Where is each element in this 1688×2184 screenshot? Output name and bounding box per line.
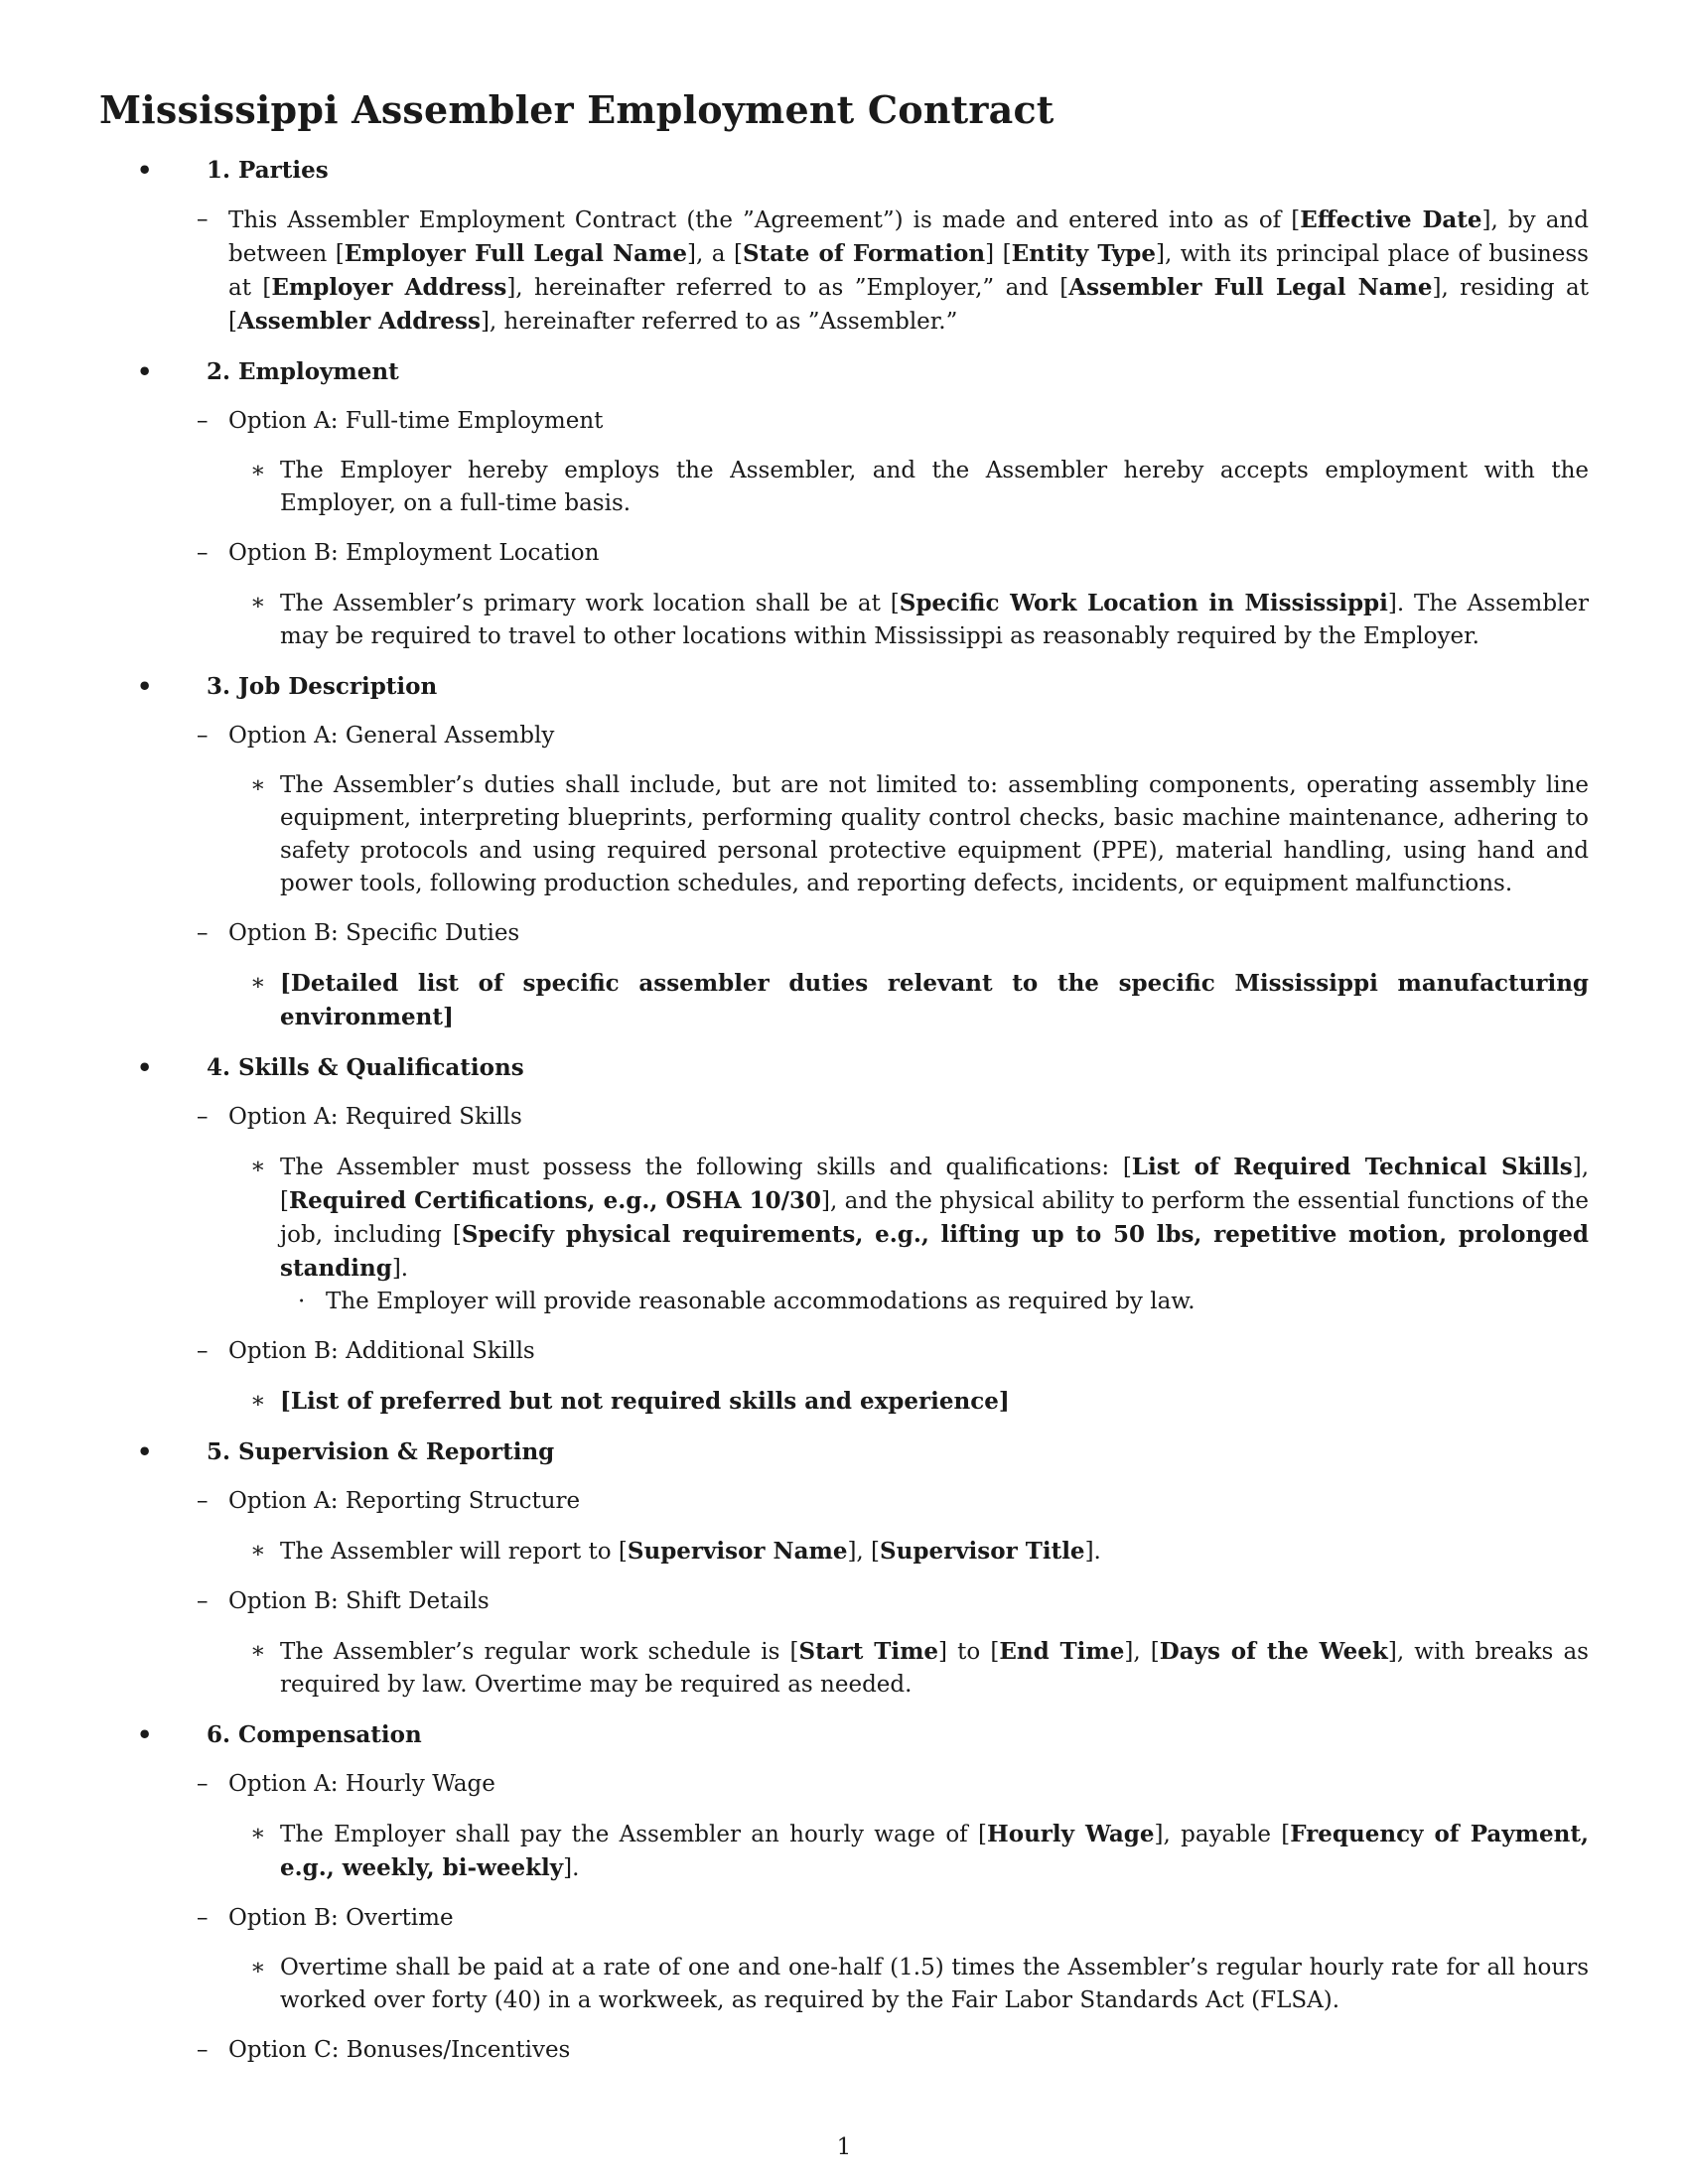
placeholder-state-of-formation: State of Formation — [742, 240, 986, 267]
sub-item: · The Employer will provide reasonable accommodations as required by law. — [298, 1289, 1196, 1314]
placeholder-effective-date: Effective Date — [1300, 206, 1482, 233]
section-heading: • 4. Skills & Qualifications — [137, 1053, 524, 1082]
page-number: 1 — [836, 2134, 852, 2160]
placeholder-supervisor-title: Supervisor Title — [880, 1538, 1085, 1565]
option-text: ∗ [Detailed list of specific assembler duties relevant to the specific Mississippi manufacturing environment] — [250, 970, 1589, 1030]
placeholder-payment-frequency: Frequency of Payment, e.g., weekly, bi-weekly — [280, 1821, 1589, 1881]
section-heading: • 1. Parties — [137, 156, 329, 185]
contract-page — [99, 87, 1589, 2084]
option-text: ∗ The Employer hereby employs the Assembler, and the Assembler hereby accepts employment with the Employer, on a full-time basis. — [250, 458, 1589, 516]
section-heading: • 6. Compensation — [137, 1720, 422, 1749]
section-job-description — [99, 670, 1589, 1034]
placeholder-employer-name: Employer Full Legal Name — [344, 240, 687, 267]
section-heading: • 2. Employment — [137, 357, 399, 386]
parties-paragraph: – This Assembler Employment Contract (the ”Agreement”) is made and entered into as of [Effective Date], by and between [Employer Full Legal Name], a [State of Formation] [Entity Type], with its principal place of business at [Employer Address], hereinafter referred to as ”Employer,” and [Assembler Full Legal Name], residing at [Assembler Address], hereinafter referred to as ”Assembler.” — [197, 206, 1589, 335]
placeholder-specific-duties: [Detailed list of specific assembler duties relevant to the specific Mississippi manufacturing environment] — [280, 970, 1589, 1030]
document-title: Mississippi Assembler Employment Contract — [99, 87, 1055, 132]
placeholder-hourly-wage: Hourly Wage — [987, 1821, 1155, 1847]
option-text: ∗ The Employer shall pay the Assembler an hourly wage of [Hourly Wage], payable [Frequency of Payment, e.g., weekly, bi-weekly]. — [250, 1821, 1589, 1881]
option-text: ∗ Overtime shall be paid at a rate of one and one-half (1.5) times the Assembler’s regular hourly rate for all hours worked over forty (40) in a workweek, as required by the Fair Labor Standards Act (FLSA). — [250, 1955, 1589, 2013]
option-heading: – Option B: Shift Details — [197, 1588, 490, 1614]
option-heading: – Option B: Employment Location — [197, 540, 600, 566]
placeholder-start-time: Start Time — [798, 1638, 939, 1665]
option-heading: – Option A: General Assembly — [197, 723, 555, 749]
option-heading: – Option A: Hourly Wage — [197, 1771, 495, 1797]
placeholder-work-location: Specific Work Location in Mississippi — [899, 590, 1388, 616]
placeholder-certifications: Required Certifications, e.g., OSHA 10/30 — [288, 1187, 822, 1214]
placeholder-entity-type: Entity Type — [1011, 240, 1157, 267]
option-text: ∗ The Assembler’s duties shall include, but are not limited to: assembling components, operating assembly line equipment, interpreting blueprints, performing quality control checks, basic machine maintenance, adhering to safety protocols and using required personal protective equipment (PPE), material handling, using hand and power tools, following production schedules, and reporting defects, incidents, or equipment malfunctions. — [250, 772, 1589, 896]
option-text: ∗ The Assembler’s regular work schedule is [Start Time] to [End Time], [Days of the Week], with breaks as required by law. Overtime may be required as needed. — [250, 1638, 1589, 1698]
option-heading: – Option A: Required Skills — [197, 1104, 522, 1130]
option-heading: – Option B: Specific Duties — [197, 920, 520, 946]
option-heading: – Option C: Bonuses/Incentives — [197, 2037, 571, 2063]
placeholder-end-time: End Time — [999, 1638, 1125, 1665]
placeholder-assembler-address: Assembler Address — [236, 308, 481, 335]
option-heading: – Option B: Overtime — [197, 1905, 454, 1931]
option-heading: – Option A: Full-time Employment — [197, 408, 604, 434]
option-heading: – Option A: Reporting Structure — [197, 1488, 581, 1514]
section-compensation — [99, 1718, 1589, 2067]
section-employment — [99, 355, 1589, 653]
placeholder-physical-requirements: Specify physical requirements, e.g., lifting up to 50 lbs, repetitive motion, prolonged standing — [280, 1221, 1589, 1282]
placeholder-employer-address: Employer Address — [271, 274, 507, 301]
option-text: ∗ The Assembler must possess the following skills and qualifications: [List of Required Technical Skills], [Required Certifications, e.g., OSHA 10/30], and the physical ability to perform the essential functions of the job, including [Specify physical requirements, e.g., lifting up to 50 lbs, repetitive motion, prolonged standing]. — [250, 1154, 1590, 1282]
section-heading: • 3. Job Description — [137, 672, 438, 701]
placeholder-assembler-name: Assembler Full Legal Name — [1068, 274, 1433, 301]
section-parties — [99, 154, 1589, 339]
placeholder-technical-skills: List of Required Technical Skills — [1131, 1154, 1573, 1180]
placeholder-preferred-skills: [List of preferred but not required skills and experience] — [280, 1388, 1010, 1415]
option-text: ∗ The Assembler’s primary work location shall be at [Specific Work Location in Mississippi]. The Assembler may be required to travel to other locations within Mississippi as reasonably required by the Employer. — [250, 590, 1590, 649]
option-text: ∗ The Assembler will report to [Supervisor Name], [Supervisor Title]. — [250, 1538, 1101, 1565]
section-heading: • 5. Supervision & Reporting — [137, 1437, 555, 1466]
placeholder-days-of-week: Days of the Week — [1159, 1638, 1388, 1665]
option-text: ∗ [List of preferred but not required skills and experience] — [250, 1388, 1010, 1415]
section-skills — [99, 1051, 1589, 1419]
option-heading: – Option B: Additional Skills — [197, 1338, 535, 1364]
section-supervision — [99, 1435, 1589, 1702]
placeholder-supervisor-name: Supervisor Name — [627, 1538, 848, 1565]
